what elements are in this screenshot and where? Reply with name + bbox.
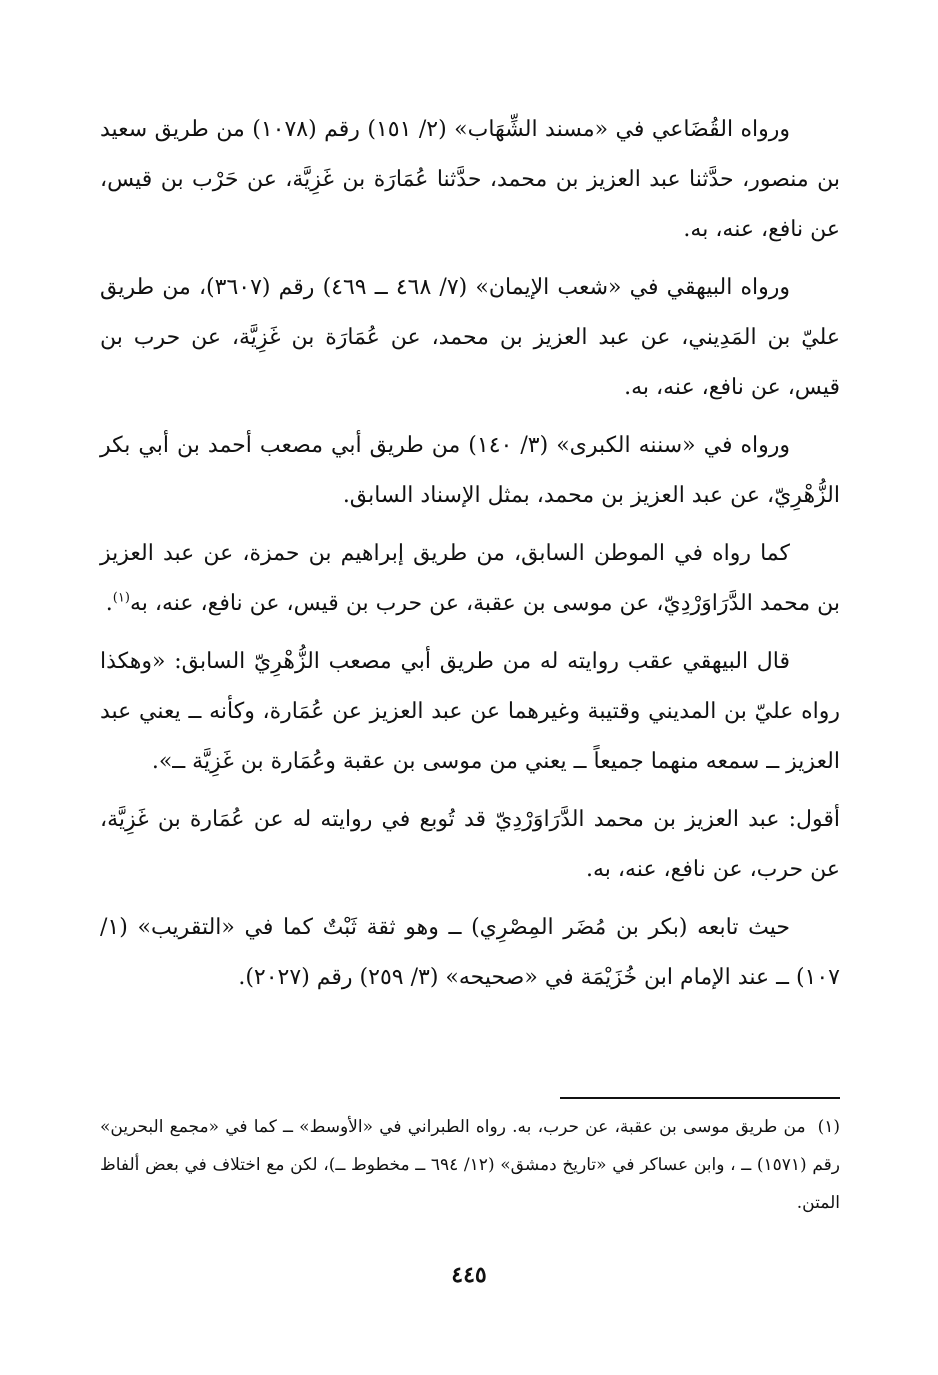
footnotes: [100, 1108, 840, 1222]
footnote-number: (١): [817, 1117, 840, 1137]
main-text: [100, 105, 840, 1011]
page-number: ٤٤٥: [451, 1262, 487, 1288]
paragraph-4-text: كما رواه في الموطن السابق، من طريق إبراهيم بن حمزة، عن عبد العزيز بن محمد الدَّرَاوَرْدِيّ، عن موسى بن عقبة، عن حرب بن قيس، عن نافع، عنه، به: [100, 541, 840, 616]
footnote-separator: [560, 1097, 840, 1099]
paragraph-4-tail: .: [105, 591, 113, 616]
paragraph-6: أقول: عبد العزيز بن محمد الدَّرَاوَرْدِيّ قد تُوبع في روايته له عن عُمَارة بن غَزِيَّة، عن حرب، عن نافع، عنه، به.: [100, 807, 840, 882]
paragraph-1: ورواه القُضَاعي في «مسند الشِّهَاب» (٢/ ١٥١) رقم (١٠٧٨) من طريق سعيد بن منصور، حدَّثنا عبد العزيز بن محمد، حدَّثنا عُمَارَة بن غَزِيَّة، عن حَرْب بن قيس، عن نافع، عنه، به.: [100, 117, 840, 242]
paragraph-5: قال البيهقي عقب روايته له من طريق أبي مصعب الزُّهْرِيّ السابق: «وهكذا رواه عليّ بن المديني وقتيبة وغيرهما عن عبد العزيز عن عُمَارة، وكأنه ــ يعني عبد العزيز ــ سمعه منهما جميعاً ــ يعني من موسى بن عقبة وعُمَارة بن غَزِيَّة ــ».: [100, 649, 840, 774]
footnote-reference[interactable]: (١): [112, 590, 130, 606]
paragraph-7: حيث تابعه (بكر بن مُضَر المِصْرِي) ــ وهو ثقة ثَبْتٌ كما في «التقريب» (١/ ١٠٧) ــ عند الإمام ابن خُزَيْمَة في «صحيحه» (٣/ ٢٥٩) رقم (٢٠٢٧).: [100, 915, 840, 990]
footnote-text: من طريق موسى بن عقبة، عن حرب، به. رواه الطبراني في «الأوسط» ــ كما في «مجمع البحرين» رقم (١٥٧١) ــ ، وابن عساكر في «تاريخ دمشق» (١٢/ ٦٩٤ ــ مخطوط ــ)، لكن مع اختلاف في بعض ألفاظ المتن.: [100, 1117, 840, 1213]
paragraph-4: [100, 529, 840, 629]
paragraph-2: ورواه البيهقي في «شعب الإيمان» (٧/ ٤٦٨ ــ ٤٦٩) رقم (٣٦٠٧)، من طريق عليّ بن المَدِيني، عن عبد العزيز بن محمد، عن عُمَارَة بن غَزِيَّة، عن حرب بن قيس، عن نافع، عنه، به.: [100, 275, 840, 400]
paragraph-3: ورواه في «سننه الكبرى» (٣/ ١٤٠) من طريق أبي مصعب أحمد بن أبي بكر الزُّهْرِيّ، عن عبد العزيز بن محمد، بمثل الإسناد السابق.: [100, 433, 840, 508]
